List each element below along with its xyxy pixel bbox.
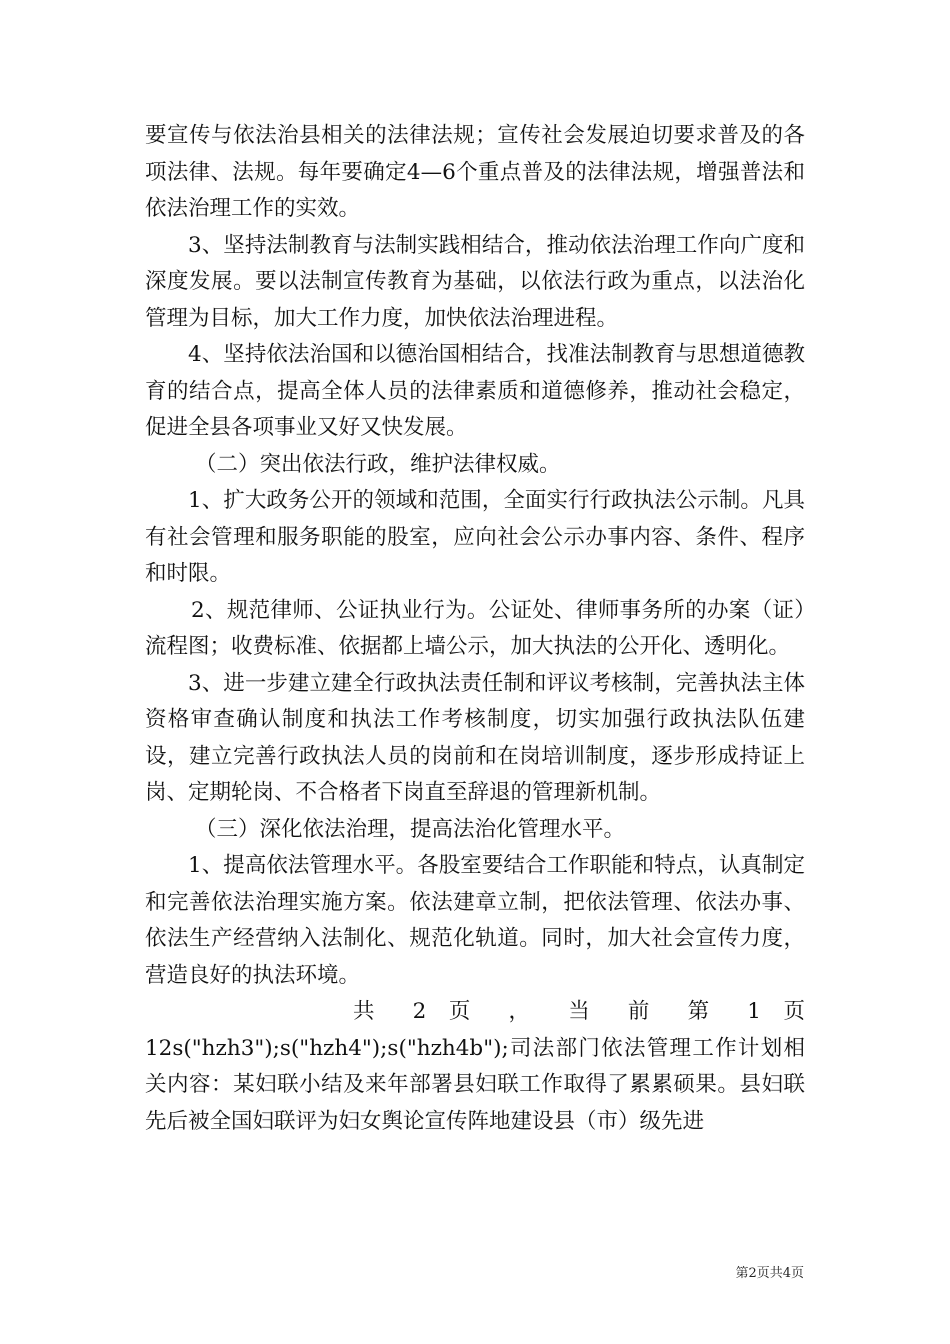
page-footer: 第2页共4页	[735, 1266, 804, 1281]
paragraph-item-2: 2、规范律师、公证执业行为。公证处、律师事务所的办案（证）流程图；收费标准、依据都上墙公示，加大执法的公开化、透明化。	[145, 597, 805, 659]
paragraph-item-1: 1、扩大政务公开的领域和范围，全面实行行政执法公示制。凡具有社会管理和服务职能的股室，应向社会公示办事内容、条件、程序和时限。	[145, 488, 805, 586]
paragraph-item-4: 4、坚持依法治国和以德治国相结合，找准法制教育与思想道德教育的结合点，提高全体人员的法律素质和道德修养，推动社会稳定，促进全县各项事业又好又快发展。	[145, 342, 805, 440]
paragraph-continuation: 要宣传与依法治县相关的法律法规；宣传社会发展迫切要求普及的各项法律、法规。每年要确定4—6个重点普及的法律法规，增强普法和依法治理工作的实效。	[145, 123, 805, 221]
paragraph-item-3: 3、坚持法制教育与法制实践相结合，推动依法治理工作向广度和深度发展。要以法制宣传教育为基础，以依法行政为重点，以法治化管理为目标，加大工作力度，加快依法治理进程。	[145, 232, 805, 331]
page-count-line: 共 2 页 ， 当 前 第 1 页	[353, 999, 805, 1024]
document-body	[145, 118, 805, 1140]
section-heading-2: （二）突出依法行政，维护法律权威。	[195, 451, 561, 477]
section-heading-3: （三）深化依法治理，提高法治化管理水平。	[195, 816, 626, 842]
trailing-text: 12s("hzh3");s("hzh4");s("hzh4b");司法部门依法管理工作计划相关内容：某妇联小结及来年部署县妇联工作取得了累累硕果。县妇联先后被全国妇联评为妇女舆论宣传阵地建设县（市）级先进	[145, 1035, 805, 1134]
paragraph-item-1b: 1、提高依法管理水平。各股室要结合工作职能和特点，认真制定和完善依法治理实施方案。依法建章立制，把依法管理、依法办事、依法生产经营纳入法制化、规范化轨道。同时，加大社会宣传力度，营造良好的执法环境。	[145, 853, 805, 988]
paragraph-item-3b: 3、进一步建立建全行政执法责任制和评议考核制，完善执法主体资格审查确认制度和执法工作考核制度，切实加强行政执法队伍建设，建立完善行政执法人员的岗前和在岗培训制度，逐步形成持证上岗、定期轮岗、不合格者下岗直至辞退的管理新机制。	[145, 670, 805, 805]
